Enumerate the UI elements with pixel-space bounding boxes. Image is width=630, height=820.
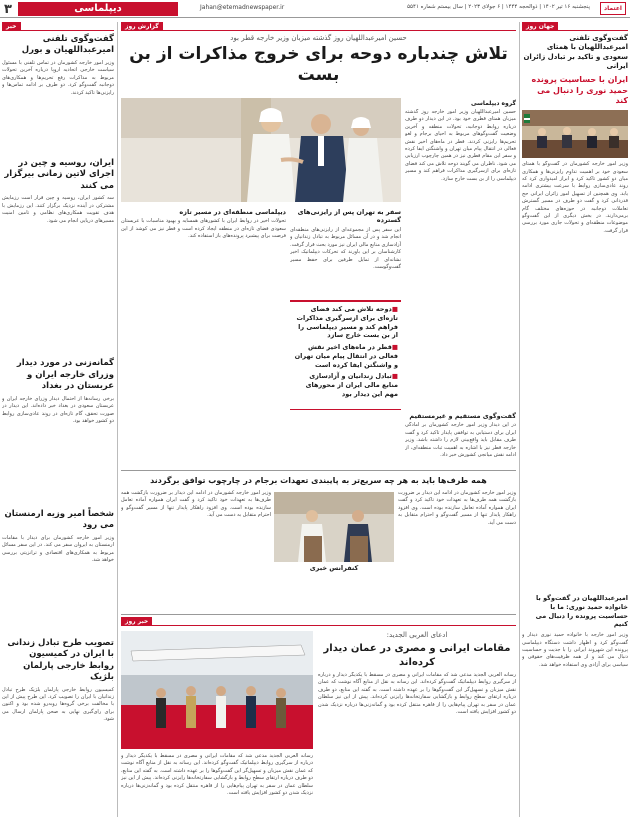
main-story-column [405,98,516,466]
bottom-story-body: وزیر امور خارجه کشورمان در ادامه این دیدار بر ضرورت بازگشت همه طرف‌ها به تعهدات خود تاکید کرد و گفت ایران همواره آماده تعامل سازنده بوده است. وی افزود راهکار پایدار تنها از مسیر گفت‌وگو و احترام متقابل به دست می آید. [121,490,271,519]
story-body: حسین امیرعبداللهیان وزیر امور خارجه روز گذشته میزبان همتای قطری خود بود. در این دیدار دو طرف درباره روابط دوجانبه، تحولات منطقه و آخرین وضعیت گفت‌وگوهای مربوط به احیای برجام و لغو تحریم‌ها رایزنی کردند. قطر در ماه‌های اخیر نقش فعالی در انتقال پیام میان تهران و واشنگتن ایفا کرده و سفر این مقام قطری نیز در همین چارچوب ارزیابی می شود. ناظران می گویند دوحه تلاش می کند فضای تازه‌ای برای ازسرگیری مذاکرات فراهم کند و مسیر دیپلماسی را از بن بست خارج سازد. [405,109,516,182]
section-tag: گزارش روز [121,22,163,31]
page-header [0,0,630,18]
main-story-header [121,22,516,100]
pull-quote-box [290,300,401,410]
news-headline: گمانه‌زنی در مورد دیدار وزرای خارجه ایران و عربستان در بغداد [16,358,114,392]
news-headline: شخصاً امیر وزیه ارمنستان می‌ رود [4,508,114,531]
oman-story-text-left [121,753,313,813]
article-headline: امیرعبداللهیان در گفت‌وگو با خانواده حمید نوری: ما با حساسیت پرونده را دنبال می کنیم [535,594,628,629]
oman-story-text [318,631,516,812]
pull-quote-item: ■ قطر در ماه‌های اخیر نقش فعالی در انتقال پیام میان تهران و واشنگتن ایفا کرده است [293,343,398,369]
press-conference-image [274,492,394,562]
oman-body: رسانه العربی الجدید مدعی شد که مقامات ایرانی و مصری در مسقط با یکدیگر دیدار و درباره از سرگیری روابط دیپلماتیک گفت‌وگو کرده‌اند. این رسانه به نقل از منابع آگاه نوشت که عمان نقش میزبان و تسهیل‌گر این گفت‌وگوها را بر عهده داشته است. به گفته این منابع، دو طرف درباره ارتقای سطح روابط و بازگشایی سفارتخانه‌ها رایزنی کرده‌اند. پیش از این نیز سلطان عمان در سفر به تهران پیام‌هایی را از قاهره منتقل کرده بود و گمانه‌زنی‌ها درباره نزدیک شدن دو کشور افزایش یافته است. [318,672,516,716]
article-headline-highlight: ایران با حساسیت پرونده حمید نوری را دنبال می کند [531,74,628,106]
news-body: سه کشور ایران، روسیه و چین قرار است رزمایش مشترکی در آینده نزدیک برگزار کنند. این رزمایش با هدف تقویت همکاری‌های نظامی و تامین امنیت مسیرهای دریایی انجام می شود. [2,195,114,224]
meeting-photo [522,110,628,158]
news-headline: گفت‌وگوی تلفنی امیرعبداللهیان و بورل [21,34,114,56]
oman-arrival-image [121,631,313,749]
story-body: تحولات اخیر در روابط ایران با کشورهای همسایه و بهبود مناسبات با عربستان سعودی فضای تازه‌ای در منطقه ایجاد کرده است و قطر نیز می کوشد از این فرصت برای پیشبرد پرونده‌های باز استفاده کند. [121,218,286,240]
column-divider [117,22,118,817]
oman-body: رسانه العربی الجدید مدعی شد که مقامات ایرانی و مصری در مسقط با یکدیگر دیدار و درباره از سرگیری روابط دیپلماتیک گفت‌وگو کرده‌اند. این رسانه به نقل از منابع آگاه نوشت که عمان نقش میزبان و تسهیل‌گر این گفت‌وگوها را بر عهده داشته است. به گفته این منابع، دو طرف درباره ارتقای سطح روابط و بازگشایی سفارتخانه‌ها رایزنی کرده‌اند. پیش از این نیز سلطان عمان در سفر به تهران پیام‌هایی را از قاهره منتقل کرده بود و گمانه‌زنی‌ها درباره نزدیک شدن دو کشور افزایش یافته است. [121,753,313,797]
press-conference-photo [274,492,394,562]
right-news-column [522,22,628,817]
article-body: وزیر امور خارجه کشورمان در گفت‌وگو با همتای سعودی خود بر اهمیت تداوم رایزنی‌ها و همکاری میان دو کشور تاکید کرد و ابراز امیدواری کرد که روند عادی‌سازی روابط با سرعت بیشتری ادامه یابد. وی همچنین از تسهیل امور زائران ایرانی حج قدردانی کرد و گفت دو طرف در مسیر گسترش تعاملات دوجانبه در حوزه‌های مختلف گام برمی‌دارند. در بخش دیگری از این گفت‌وگو موضوعات منطقه‌ای و تحولات جاری مورد بررسی قرار گرفت. [522,161,628,234]
newspaper-logo: اعتماد [600,2,626,15]
section-tag: خبر روز [121,617,152,626]
oman-supertitle: ادعای العربی الجدید: [386,631,448,639]
contact-email: Jahan@etemadnewspaper.ir [200,4,285,11]
story-body: در این دیدار وزیر امور خارجه کشورمان بر آمادگی ایران برای دستیابی به توافقی پایدار تاکید کرد و گفت طرف مقابل باید واقع‌بینی لازم را داشته باشد. وزیر خارجه قطر نیز با اشاره به اهمیت ثبات منطقه‌ای، از ادامه نقش میانجی کشورش خبر داد. [405,422,516,459]
section-tag: خبر [2,22,21,31]
bottom-story-text [398,490,516,612]
story-subhead: گفت‌وگوی مستقیم و غیرمستقیم [409,412,516,420]
meeting-photo-image [522,110,628,158]
news-body: وزیر امور خارجه کشورمان در تماس تلفنی با مسئول سیاست خارجی اتحادیه اروپا درباره آخرین تحولات مربوط به مذاکرات رفع تحریم‌ها و همکاری‌های دوجانبه گفت‌وگو کرد. دو طرف بر ادامه تماس‌ها و رایزنی‌ها تاکید کردند. [2,59,114,96]
section-title: دیپلماسی [18,2,178,16]
page-number: ۳ [4,2,12,17]
main-story-column [121,205,286,466]
oman-headline: مقامات ایرانی و مصری در عمان دیدار کرده‌اند [323,643,511,668]
story-subhead: سفر به تهران پس از رایزنی‌های گسترده [297,208,401,225]
story-supertitle: حسین امیرعبداللهیان روز گذشته میزبان وزیر خارجه قطر بود [230,34,407,42]
pull-quote-item: ■ دوحه تلاش می کند فضای تازه‌ای برای ازسرگیری مذاکرات فراهم کند و مسیر دیپلماسی را از بن بست خارج سازد [293,305,398,340]
story-headline: تلاش چندباره دوحه برای خروج مذاکرات از بن بست [129,44,508,86]
section-divider [121,470,516,471]
issue-dateline: پنجشنبه ۱۶ تیر ۱۴۰۲ | ذوالحجه ۱۴۴۴ | ۶ جولای ۲۰۲۳ | سال بیستم شماره ۵۵۴۱ [407,4,590,10]
bottom-story-body: وزیر امور خارجه کشورمان در ادامه این دیدار بر ضرورت بازگشت همه طرف‌ها به تعهدات خود تاکید کرد و گفت ایران همواره آماده تعامل سازنده بوده است. وی افزود راهکار پایدار تنها از مسیر گفت‌وگو و احترام متقابل به دست می آید. [398,490,516,526]
article-headline: گفت‌وگوی تلفنی امیرعبداللهیان با همتای سعودی و تاکید بر تبادل زائران ایرانی [523,34,628,71]
news-body: وزیر امور خارجه کشورمان برای دیدار با مقامات ارمنستان به ایروان سفر می کند. در این سفر مسائل مربوط به همکاری‌های اقتصادی و ترانزیتی بررسی خواهد شد. [2,534,114,563]
article-body: وزیر امور خارجه با خانواده حمید نوری دیدار و گفت‌وگو کرد و اظهار داشت دستگاه دیپلماسی پرونده این شهروند ایرانی را با جدیت و حساسیت دنبال می کند و از همه ظرفیت‌های حقوقی و سیاسی برای آزادی وی استفاده خواهد شد. [522,632,628,668]
story-body: این سفر پس از مجموعه‌ای از رایزنی‌های منطقه‌ای انجام شد و در آن مسائل مربوط به تبادل زندانیان و آزادسازی منابع مالی ایران نیز مورد بحث قرار گرفت. کارشناسان بر این باورند که تحرکات دیپلماتیک اخیر نشانه‌ای از تمایل طرفین برای حفظ مسیر گفت‌وگوست. [290,226,401,270]
left-news-column [2,22,114,817]
oman-story [121,617,516,817]
bottom-story-text [121,490,271,612]
news-headline: تصویب طرح تبادل زندانی با ایران در کمیسیون روابط خارجی پارلمان بلژیک [7,637,114,683]
ministers-handshake-image [121,98,401,202]
story-byline: گروه دیپلماسی [470,100,516,107]
ministers-handshake-photo [121,98,401,202]
pull-quote-item: ■ تبادل زندانیان و آزادسازی منابع مالی ایران از محورهای مهم این دیدار بود [293,372,398,398]
bottom-story-headline: همه طرف‌ها باید به هر چه سریع‌تر به پایبندی تعهدات برجام در چارچوب توافق برگردند [150,476,487,485]
news-body: کمیسیون روابط خارجی پارلمان بلژیک طرح تبادل زندانیان با ایران را تصویب کرد. این طرح پیش از این با مخالفت برخی گروه‌ها روبه‌رو شده بود و اکنون برای رای‌گیری نهایی به صحن پارلمان ارسال می شود. [2,686,114,723]
section-tag: جهان روز [522,22,558,31]
column-divider [519,22,520,817]
oman-photo [121,631,313,749]
story-subhead: دیپلماسی منطقه‌ای در مسیر تازه [179,208,286,216]
photo-caption: کنفرانس خبری [309,564,359,572]
news-body: برخی رسانه‌ها از احتمال دیدار وزرای خارجه ایران و عربستان سعودی در بغداد خبر داده‌اند. این دیدار در صورت تحقق، گام تازه‌ای در روند عادی‌سازی روابط دو کشور خواهد بود. [2,395,114,424]
section-divider [121,614,516,615]
news-headline: ایران، روسیه و چین در اجرای لاتین زمانی بیرگزار می کنند [4,157,114,191]
